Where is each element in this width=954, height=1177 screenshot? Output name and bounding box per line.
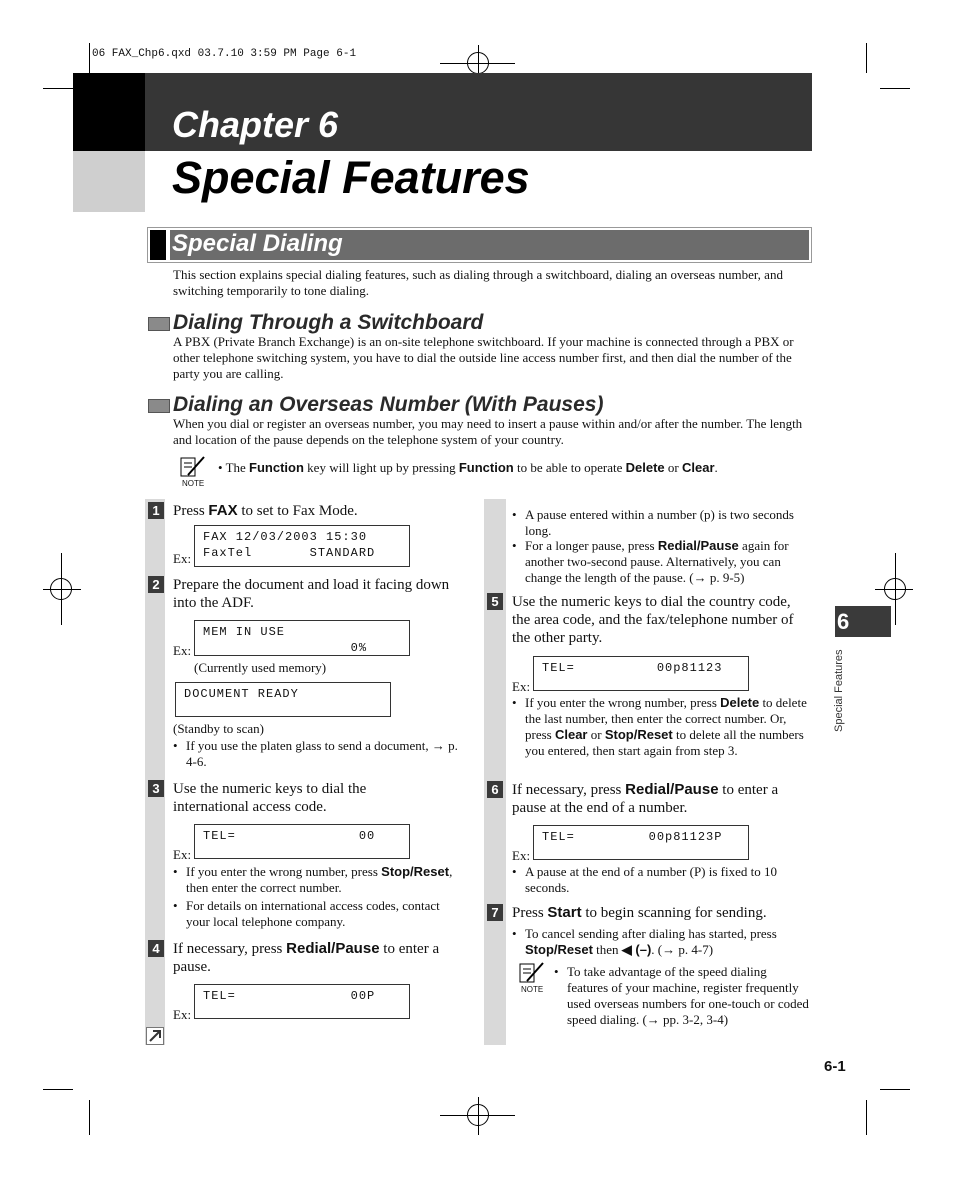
crop-mark [43, 88, 73, 89]
crop-mark [89, 43, 90, 73]
note-text: • To take advantage of the speed dialing features of your machine, register frequently used overseas numbers for one-touch or coded speed dialing. (→ pp. 3-2, 3-4) [554, 964, 809, 1027]
bullet-item: • For details on international access codes, contact your local telephone company. [173, 898, 440, 929]
lcd-display: TEL= 00P [194, 984, 410, 1019]
overseas-note: • The Function key will light up by pressing Function to be able to operate Delete or Clear. [218, 460, 718, 475]
registration-mark [467, 52, 489, 74]
step-4-text: If necessary, press Redial/Pause to enter a pause. [173, 940, 440, 975]
lcd-display: DOCUMENT READY [175, 682, 391, 717]
bullet-item: • If you enter the wrong number, press Stop/Reset, then enter the correct number. [173, 864, 453, 895]
registration-mark [50, 578, 72, 600]
heading-marker-icon [148, 399, 170, 413]
registration-mark [884, 578, 906, 600]
arrow-continue-icon [146, 1027, 164, 1045]
step-6-text: If necessary, press Redial/Pause to enter a pause at the end of a number. [512, 781, 779, 816]
step-1-text: Press FAX to set to Fax Mode. [173, 502, 358, 519]
bullet-item: • If you enter the wrong number, press Delete to delete the last number, then enter the correct number. Or, press Clear or Stop/Reset to delete all the numbers you entered, then start again from step 3. [512, 695, 807, 758]
section-title: Special Dialing [172, 230, 343, 257]
step-7-text: Press Start to begin scanning for sending. [512, 904, 767, 921]
ex-label: Ex: [173, 847, 192, 862]
crop-mark [880, 1089, 910, 1090]
ex-label: Ex: [512, 848, 531, 863]
note-pencil-icon [180, 455, 206, 479]
lcd-display: MEM IN USE 0% [194, 620, 410, 656]
crop-mark [866, 1100, 867, 1135]
chapter-title: Special Features [172, 152, 530, 203]
switchboard-text: A PBX (Private Branch Exchange) is an on-site telephone switchboard. If your machine is connected through a PBX or other telephone switching system, you have to dial the outside line access number first, and then dial the number of the party you are calling. [173, 334, 794, 381]
lcd-display: TEL= 00 [194, 824, 410, 859]
chapter-label: Chapter 6 [172, 104, 339, 145]
step-number: 3 [148, 780, 164, 797]
lcd-display: TEL= 00p81123P [533, 825, 749, 860]
lcd-display: FAX 12/03/2003 15:30 FaxTel STANDARD [194, 525, 410, 567]
step-number: 6 [487, 781, 503, 798]
chapter-side-tab: 6 [835, 606, 891, 637]
step-number: 7 [487, 904, 503, 921]
page-number: 6-1 [824, 1058, 846, 1075]
crop-mark [89, 1100, 90, 1135]
step-2-text: Prepare the document and load it facing down into the ADF. [173, 577, 450, 611]
lcd-caption: (Standby to scan) [173, 721, 264, 736]
bullet-item: • For a longer pause, press Redial/Pause again for another two-second pause. Alternatively, you can change the length of the pause. (→ p. 9-5) [512, 538, 789, 585]
note-label: NOTE [521, 985, 544, 994]
bullet-item: • To cancel sending after dialing has started, press Stop/Reset then ◀ (–). (→ p. 4-7) [512, 926, 777, 957]
switchboard-heading: Dialing Through a Switchboard [173, 311, 484, 334]
header-gray-block [73, 151, 145, 212]
lcd-display: TEL= 00p81123 [533, 656, 749, 691]
crop-mark [43, 1089, 73, 1090]
registration-mark [467, 1104, 489, 1126]
side-tab-label: Special Features [833, 649, 845, 732]
file-header: 06 FAX_Chp6.qxd 03.7.10 3:59 PM Page 6-1 [92, 48, 357, 60]
ex-label: Ex: [173, 1007, 192, 1022]
right-column-strip [484, 499, 506, 1045]
ex-label: Ex: [173, 643, 192, 658]
note-label: NOTE [182, 479, 205, 488]
ex-label: Ex: [173, 551, 192, 566]
step-number: 2 [148, 576, 164, 593]
header-black-block [73, 73, 145, 151]
bullet-item: • If you use the platen glass to send a document, → p. 4-6. [173, 738, 458, 769]
heading-marker-icon [148, 317, 170, 331]
step-number: 1 [148, 502, 164, 519]
bullet-item: • A pause at the end of a number (P) is fixed to 10 seconds. [512, 864, 777, 895]
bullet-item: • A pause entered within a number (p) is two seconds long. [512, 507, 794, 538]
crop-mark [880, 88, 910, 89]
step-number: 4 [148, 940, 164, 957]
ex-label: Ex: [512, 679, 531, 694]
step-5-text: Use the numeric keys to dial the country code, the area code, and the fax/telephone number of the other party. [512, 594, 794, 646]
note-pencil-icon [519, 961, 545, 985]
step-3-text: Use the numeric keys to dial the international access code. [173, 781, 367, 815]
overseas-text: When you dial or register an overseas number, you may need to insert a pause within and/or after the number. The length and location of the pause depends on the telephone system of your country. [173, 416, 803, 447]
crop-mark [866, 43, 867, 73]
step-number: 5 [487, 593, 503, 610]
overseas-heading: Dialing an Overseas Number (With Pauses) [173, 393, 604, 416]
section-intro: This section explains special dialing features, such as dialing through a switchboard, dialing an overseas number, and switching temporarily to tone dialing. [173, 267, 783, 298]
lcd-caption: (Currently used memory) [194, 660, 327, 675]
